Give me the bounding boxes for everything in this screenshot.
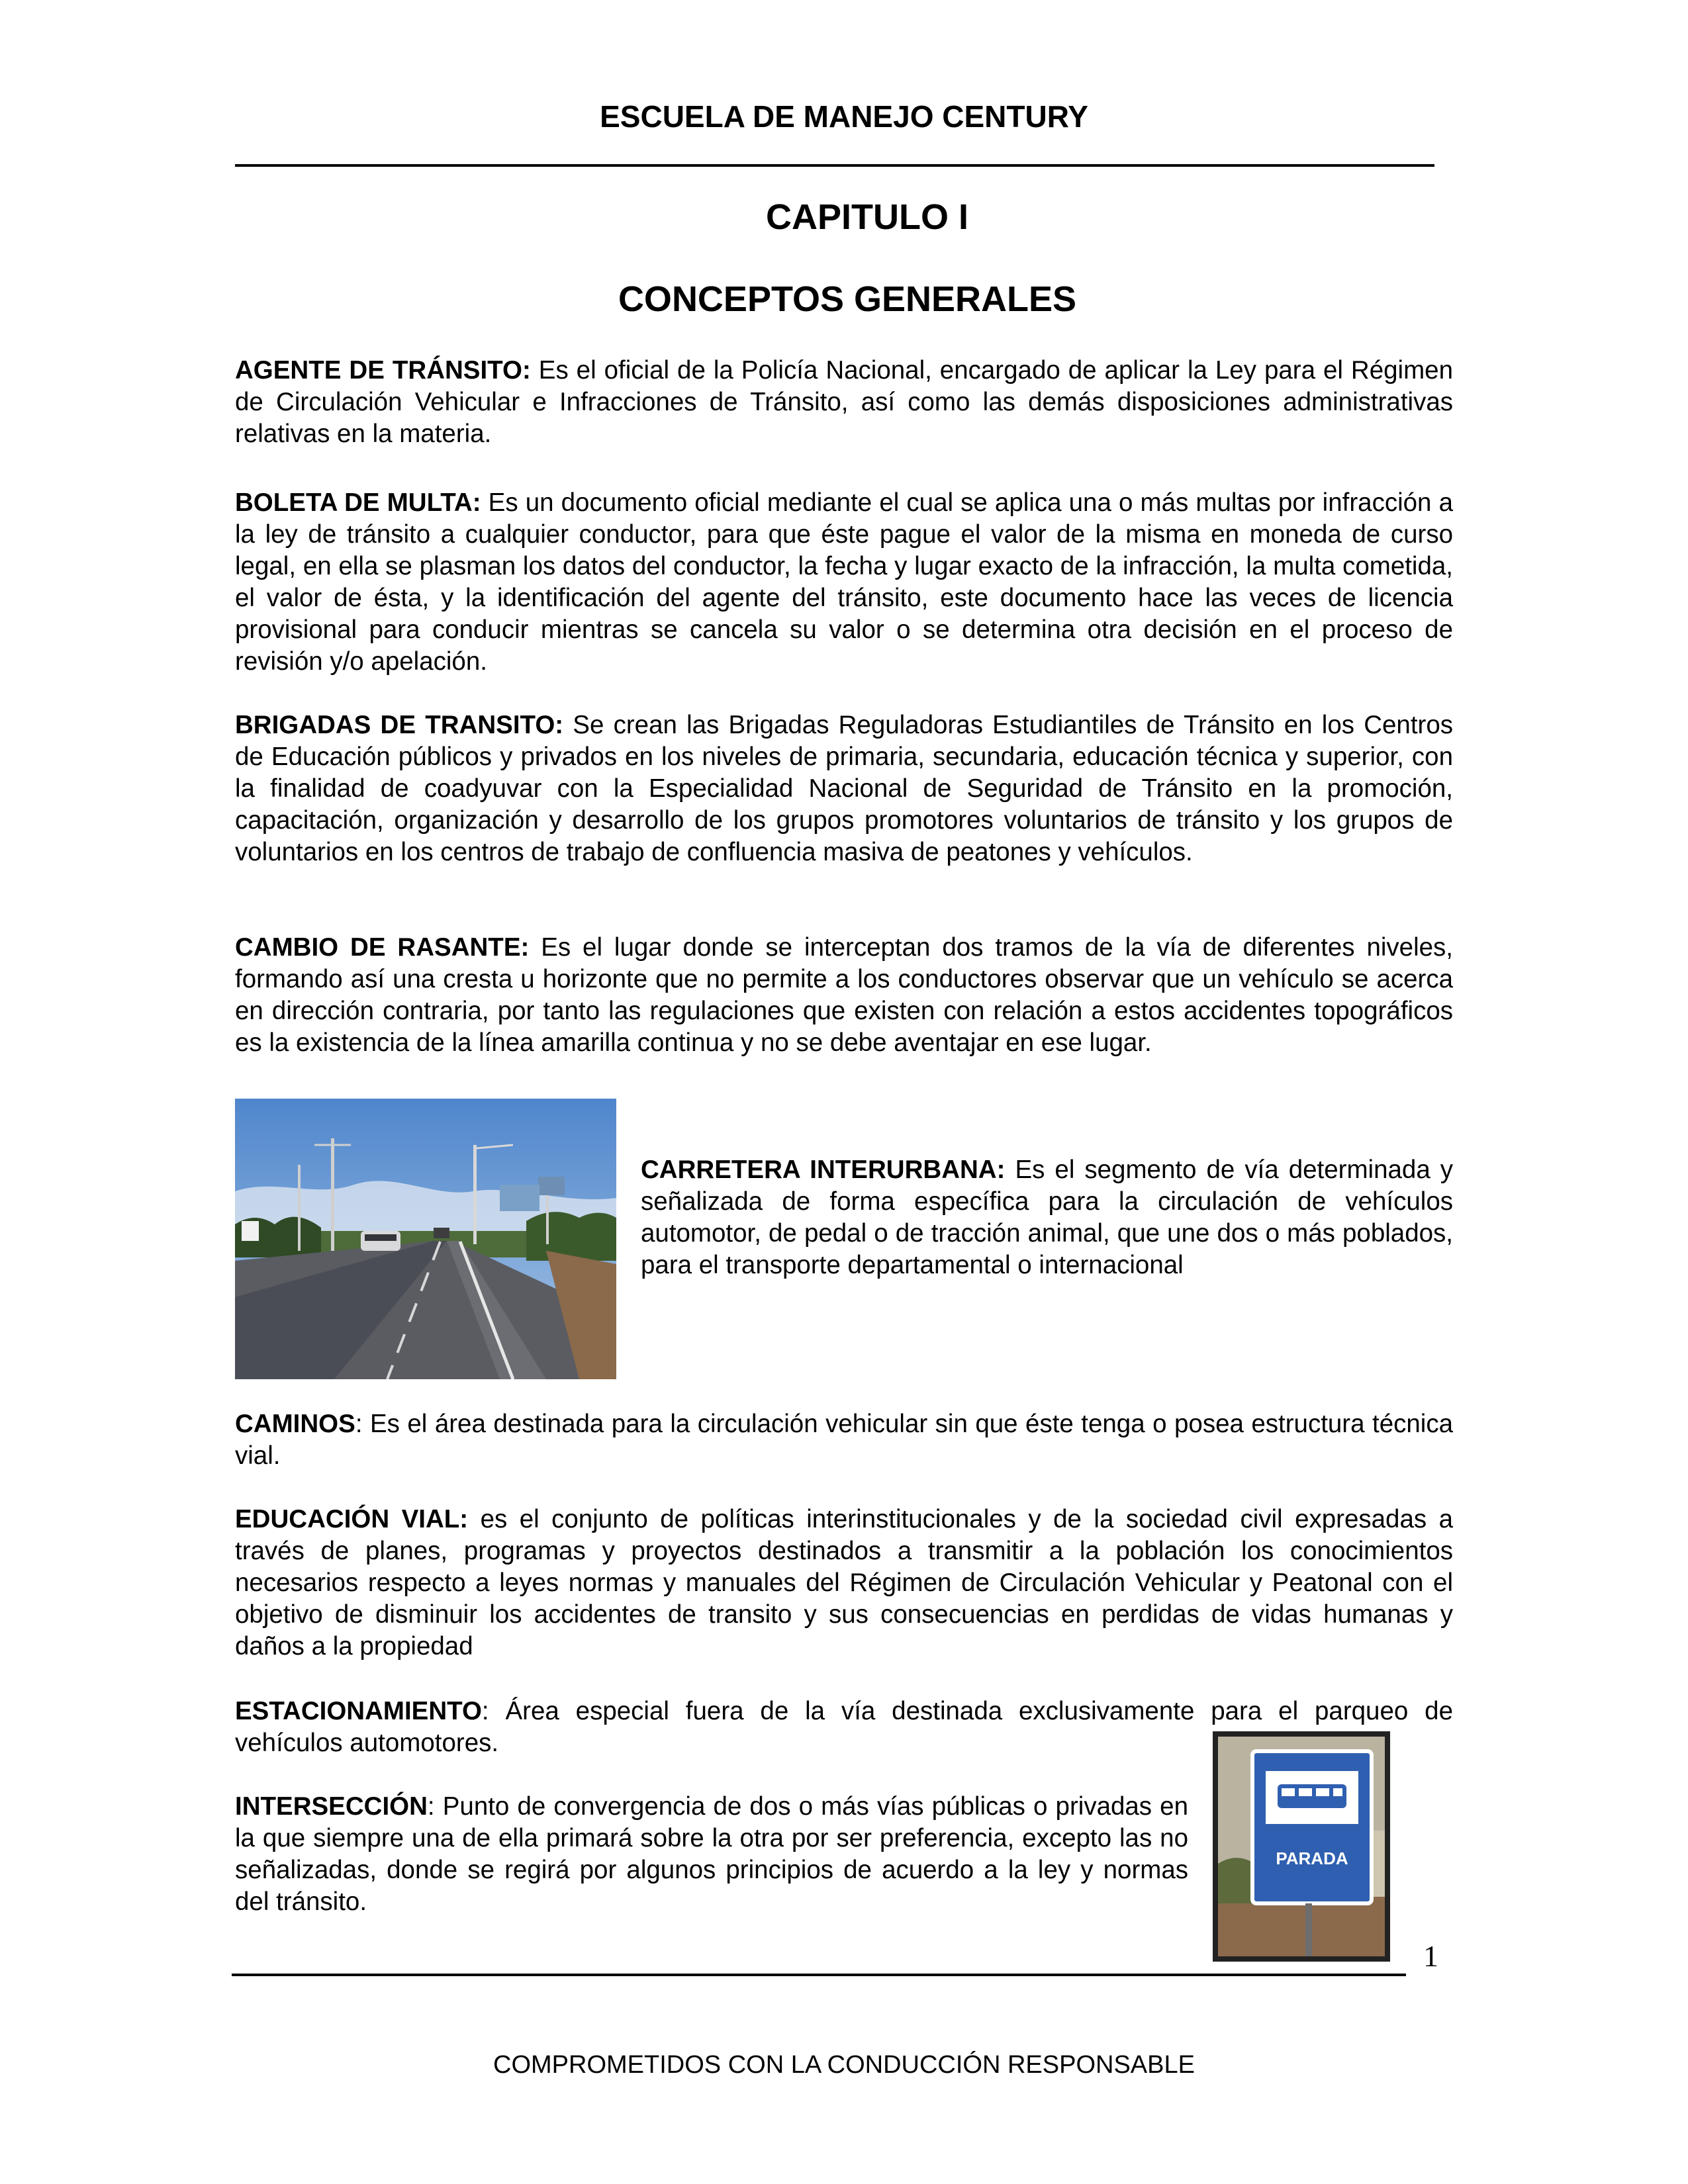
bus-sign-text: PARADA	[1276, 1848, 1348, 1868]
definition-text: Es el segmento de vía determinada y señalizada de forma específica para la circulación de vehículos automotor, de pedal o de tracción animal, que une dos o más poblados, para el transporte departamental o internacional	[641, 1156, 1453, 1279]
footer-text: COMPROMETIDOS CON LA CONDUCCIÓN RESPONSABLE	[493, 2051, 1195, 2079]
definition-brigadas-de-transito	[235, 709, 1453, 868]
definition-caminos	[235, 1408, 1453, 1472]
bus-stop-sign-illustration	[1213, 1731, 1390, 1962]
definition-text: Es el oficial de la Policía Nacional, encargado de aplicar la Ley para el Régimen de Circulación Vehicular e Infracciones de Tránsito, así como las demás disposiciones administrativas relativas en la materia.	[235, 356, 1454, 448]
definition-boleta-de-multa	[235, 487, 1453, 678]
header-rule	[235, 164, 1434, 167]
road-photo	[235, 1099, 616, 1379]
definition-interseccion	[235, 1791, 1188, 1918]
document-header-title: ESCUELA DE MANEJO CENTURY	[600, 99, 1088, 134]
definition-text: Se crean las Brigadas Reguladoras Estudiantiles de Tránsito en los Centros de Educación públicos y privados en los niveles de primaria, secundaria, educación técnica y superior, con la finalidad de coadyuvar con la Especialidad Nacional de Seguridad de Tránsito en la promoción, capacitación, organización y desarrollo de los grupos promotores voluntarios de tránsito y los grupos de voluntarios en los centros de trabajo de confluencia masiva de peatones y vehículos.	[235, 711, 1454, 866]
section-title: CONCEPTOS GENERALES	[618, 279, 1077, 319]
definition-term: EDUCACIÓN VIAL:	[235, 1505, 469, 1533]
definition-term: CAMINOS	[235, 1410, 355, 1438]
definition-term: BOLETA DE MULTA:	[235, 488, 481, 517]
definition-text: es el conjunto de políticas interinstitucionales y de la sociedad civil expresadas a través de planes, programas y proyectos destinados a transmitir a la población los conocimientos necesarios respecto a leyes normas y manuales del Régimen de Circulación Vehicular y Peatonal con el objetivo de disminuir los accidentes de transito y sus consecuencias en perdidas de vidas humanas y daños a la propiedad	[235, 1505, 1453, 1661]
definition-term: CAMBIO DE RASANTE:	[235, 933, 530, 962]
definition-text: Es el lugar donde se interceptan dos tramos de la vía de diferentes niveles, formando así una cresta u horizonte que no permite a los conductores observar que un vehículo se acerca en dirección contraria, por tanto las regulaciones que existen con relación a estos accidentes topográficos es la existencia de la línea amarilla continua y no se debe aventajar en ese lugar.	[235, 933, 1453, 1057]
definition-term: AGENTE DE TRÁNSITO:	[235, 356, 531, 385]
page-number: 1	[1423, 1939, 1438, 1973]
definition-text: Es un documento oficial mediante el cual se aplica una o más multas por infracción a la ley de tránsito a cualquier conductor, para que éste pague el valor de la misma en moneda de curso legal, en ella se plasman los datos del conductor, la fecha y lugar exacto de la infracción, la multa cometida, el valor de ésta, y la identificación del agente del tránsito, este documento hace las veces de licencia provisional para conducir mientras se cancela su valor o se determina otra decisión en el proceso de revisión y/o apelación.	[235, 488, 1453, 676]
definition-text: : Punto de convergencia de dos o más vías públicas o privadas en la que siempre una de ella primará sobre la otra por ser preferencia, excepto las no señalizadas, donde se regirá por algunos principios de acuerdo a la ley y normas del tránsito.	[235, 1792, 1188, 1916]
road-photo-illustration	[235, 1099, 616, 1379]
definition-educacion-vial	[235, 1504, 1453, 1662]
definition-term: ESTACIONAMIENTO	[235, 1697, 482, 1725]
definition-term: CARRETERA INTERURBANA:	[641, 1156, 1006, 1184]
chapter-label: CAPITULO I	[766, 197, 968, 237]
bus-stop-sign-photo	[1213, 1731, 1390, 1962]
definition-term: INTERSECCIÓN	[235, 1792, 428, 1821]
definition-carretera-interurbana	[641, 1154, 1453, 1281]
footer-rule	[232, 1974, 1406, 1976]
definition-term: BRIGADAS DE TRANSITO:	[235, 711, 564, 739]
definition-text: : Área especial fuera de la vía destinada exclusivamente para el parqueo de vehículos automotores.	[235, 1697, 1453, 1757]
definition-text: : Es el área destinada para la circulación vehicular sin que éste tenga o posea estructura técnica vial.	[235, 1410, 1453, 1470]
definition-cambio-de-rasante	[235, 932, 1453, 1059]
definition-agente-de-transito	[235, 355, 1453, 450]
